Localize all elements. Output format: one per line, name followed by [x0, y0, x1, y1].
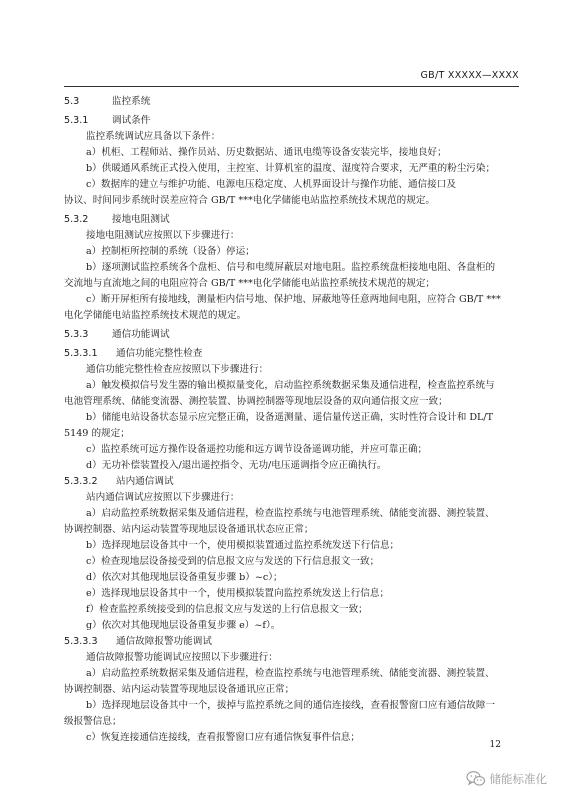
- list-item-continuation: 协议、时间同步系统时误差应符合 GB/T ***电化学储能电站监控系统技术规范的规定。: [64, 195, 436, 206]
- section-heading-5-3: [64, 94, 520, 110]
- list-item: c）恢复连接通信连接线，查看报警窗口应有通信恢复事件信息；: [86, 732, 360, 743]
- list-item-continuation: 级报警信息；: [64, 716, 122, 727]
- section-title: 通信功能调试: [112, 329, 170, 340]
- list-item: a）控制柜所控制的系统（设备）停运；: [86, 246, 255, 257]
- list-item-continuation: 协调控制器、站内运动装置等现地层设备通讯状态应正常；: [64, 524, 314, 535]
- paragraph: 通信故障报警功能调试应按照以下步骤进行：: [86, 652, 278, 663]
- list-item: b）供暖通风系统正式投入使用，主控室、计算机室的温度、湿度符合要求，无严重的粉尘污染；: [86, 163, 496, 174]
- list-item: a）触发模拟信号发生器的输出模拟量变化，启动监控系统数据采集及通信进程，检查监控系统与: [86, 380, 495, 391]
- list-item: a）启动监控系统数据采集及通信进程，检查监控系统与电池管理系统、储能变流器、测控装置、: [86, 508, 495, 519]
- list-item: d）无功补偿装置投入/退出遥控指令、无功/电压遥调指令应正确执行。: [86, 460, 387, 471]
- section-heading-5-3-2: [64, 212, 520, 228]
- section-number: 5.3.3.2: [64, 476, 98, 487]
- section-title: 通信故障报警功能调试: [116, 636, 212, 647]
- list-item-continuation: 电池管理系统、储能变流器、测控装置、协调控制器等现地层设备的双向通信报文应一致；: [64, 396, 448, 407]
- header-rule: [64, 86, 519, 87]
- section-heading-5-3-1: [64, 113, 520, 129]
- list-item: c）监控系统可远方操作设备遥控功能和远方调节设备遥调功能，并应可靠正确；: [86, 444, 428, 455]
- section-heading-5-3-3: [64, 327, 520, 343]
- wechat-icon: [466, 770, 486, 787]
- paragraph: 接地电阻测试应按照以下步骤进行：: [86, 230, 240, 241]
- page-content: [64, 94, 520, 746]
- list-item: b）逐项测试监控系统各个盘柜、信号和电缆屏蔽层对地电阻。监控系统盘柜接地电阻、各盘柜的: [86, 262, 496, 273]
- list-item-continuation: 5149 的规定；: [64, 428, 130, 439]
- list-item: b）选择现地层设备其中一个，使用模拟装置通过监控系统发送下行信息；: [86, 540, 400, 551]
- section-number: 5.3.3.3: [64, 636, 98, 647]
- list-item-continuation: 电化学储能电站监控系统技术规范的规定。: [64, 310, 247, 321]
- list-item: c）数据库的建立与维护功能、电源电压稳定度、人机界面设计与操作功能、通信接口及: [86, 179, 456, 190]
- section-heading-5-3-3-1: [64, 346, 520, 362]
- section-number: 5.3.2: [64, 214, 89, 225]
- list-item: b）选择现地层设备其中一个，拔掉与监控系统之间的通信连接线，查看报警窗口应有通信故障一: [86, 700, 496, 711]
- section-heading-5-3-3-2: [64, 474, 520, 490]
- section-number: 5.3.1: [64, 115, 89, 126]
- list-item: f）检查监控系统接受到的信息报文应与发送的上行信息报文一致；: [86, 604, 368, 615]
- watermark: [466, 770, 548, 787]
- list-item-continuation: 协调控制器、站内运动装置等现地层设备通讯应正常；: [64, 684, 295, 695]
- section-heading-5-3-3-3: [64, 634, 520, 650]
- section-number: 5.3: [64, 96, 80, 107]
- watermark-text: 储能标准化: [489, 771, 547, 786]
- section-title: 接地电阻测试: [112, 214, 170, 225]
- paragraph: 站内通信调试应按照以下步骤进行：: [86, 492, 240, 503]
- section-title: 通信功能完整性检查: [116, 348, 203, 359]
- list-item: a）机柜、工程师站、操作员站、历史数据站、通讯电缆等设备安装完毕，接地良好；: [86, 147, 447, 158]
- list-item: c）断开屏柜所有接地线，测量柜内信号地、保护地、屏蔽地等任意两地间电阻，应符合 GB/T ***: [86, 294, 501, 305]
- list-item: b）储能电站设备状态显示应完整正确，设备遥测量、遥信量传送正确，实时性符合设计和 DL/T: [86, 412, 494, 423]
- page-number: 12: [489, 740, 501, 750]
- paragraph: 监控系统调试应具备以下条件：: [86, 131, 221, 142]
- list-item: d）依次对其他现地层设备重复步骤 b）~c）；: [86, 572, 283, 583]
- list-item: e）选择现地层设备其中一个，使用模拟装置向监控系统发送上行信息；: [86, 588, 390, 599]
- list-item-continuation: 交流地与直流地之间的电阻应符合 GB/T ***电化学储能电站监控系统技术规范的规定；: [64, 278, 436, 289]
- paragraph: 通信功能完整性检查应按照以下步骤进行：: [86, 364, 269, 375]
- list-item: a）启动监控系统数据采集及通信进程，检查监控系统与电池管理系统、储能变流器、测控装置、: [86, 668, 495, 679]
- section-title: 调试条件: [112, 115, 151, 126]
- section-number: 5.3.3.1: [64, 348, 98, 359]
- section-title: 站内通信调试: [116, 476, 174, 487]
- list-item: c）检查现地层设备接受到的信息报文应与发送的下行信息报文一致；: [86, 556, 380, 567]
- section-number: 5.3.3: [64, 329, 89, 340]
- section-title: 监控系统: [112, 96, 151, 107]
- document-code: GB/T XXXXX—XXXX: [420, 70, 519, 81]
- list-item: g）依次对其他现地层设备重复步骤 e）~f）。: [86, 620, 281, 631]
